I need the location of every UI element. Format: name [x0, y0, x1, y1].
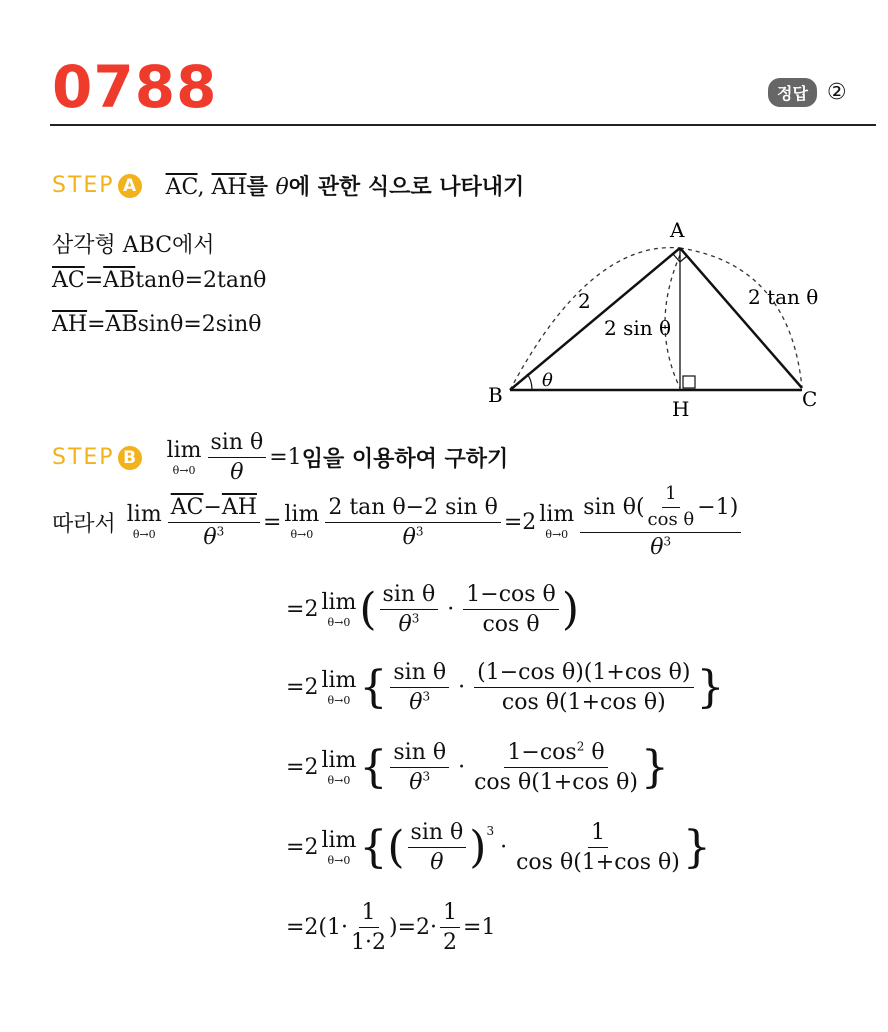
solution-line-6	[286, 900, 495, 956]
eq1-eq: =	[84, 268, 104, 293]
l2-a-num: sin θ	[380, 582, 439, 610]
l1-lim3: lim	[539, 502, 575, 528]
l3-dot: ·	[458, 675, 466, 701]
l1-den1: θ	[203, 524, 217, 550]
solution-line-1	[52, 484, 744, 561]
step-b-badge: B	[118, 446, 142, 470]
l1-lim: lim	[126, 502, 162, 528]
l4-exp: 3	[422, 769, 431, 784]
step-a-eq2	[52, 312, 262, 337]
l2-rparen: )	[561, 583, 579, 635]
l1-f3-den: θ	[650, 535, 664, 561]
l3-b-den: cos θ(1+cos θ)	[501, 690, 666, 716]
step-a-ah: $\overline{AH}$	[211, 175, 247, 200]
answer-value: ②	[826, 80, 847, 105]
l3-b-num: (1−cos θ)(1+cos θ)	[474, 660, 693, 688]
eq2-rest: sinθ=2sinθ	[137, 312, 262, 337]
triangle-figure	[470, 210, 850, 425]
l2-a-den: θ	[398, 612, 412, 638]
eq2-ah: $\overline{AH}$	[52, 312, 88, 337]
l5-lbrace: {	[359, 821, 388, 873]
l5-a-num: sin θ	[408, 820, 467, 848]
l2-eq: =	[286, 597, 305, 623]
l3-rbrace: }	[696, 661, 725, 713]
step-a-intro: 삼각형 ABC에서	[52, 233, 215, 258]
l5-b-num: 1	[588, 820, 608, 848]
l2-lim: lim	[321, 589, 357, 615]
solution-line-3	[286, 660, 725, 716]
l2-b-den: cos θ	[482, 612, 540, 638]
l1-exp1: 3	[216, 524, 225, 539]
label-b: B	[488, 383, 503, 407]
l6-f1-num: 1	[359, 900, 379, 928]
l1-eq1: =	[262, 509, 282, 535]
l1-f2-den: θ	[402, 524, 416, 550]
l4-two: 2	[304, 755, 319, 781]
solution-line-2	[286, 582, 579, 638]
l5-eq: =	[286, 835, 305, 861]
l3-a-den: θ	[409, 690, 423, 716]
l4-b-den: cos θ(1+cos θ)	[474, 770, 638, 796]
label-a: A	[670, 218, 685, 242]
l4-eq: =	[286, 755, 305, 781]
l4-b-exp: 2	[576, 739, 585, 754]
l1-f3-post: −1)	[697, 494, 739, 520]
l4-a-den: θ	[409, 770, 423, 796]
l1-lim3-sub: θ→0	[545, 528, 569, 542]
l2-two: 2	[304, 597, 319, 623]
eq1-ab: $\overline{AB}$	[103, 268, 136, 293]
l3-eq: =	[286, 675, 305, 701]
step-b-rest: 임을 이용하여 구하기	[301, 447, 509, 473]
step-a-word: STEP	[52, 173, 115, 198]
label-ab: 2	[578, 289, 591, 313]
l5-two: 2	[304, 835, 319, 861]
l1-f2-num: 2 tan θ−2 sin θ	[325, 495, 501, 523]
step-b-word: STEP	[52, 445, 115, 471]
eq2-eq: =	[87, 312, 106, 337]
l6-f2-den: 2	[443, 930, 458, 956]
l5-b-den: cos θ(1+cos θ)	[516, 850, 680, 876]
eq1-rest: tanθ=2tanθ	[135, 268, 267, 293]
label-h: H	[672, 397, 690, 421]
l5-rbrace: }	[682, 821, 711, 873]
step-a-rest2: 에 관한 식으로 나타내기	[288, 175, 525, 200]
l1-exp2: 3	[415, 524, 424, 539]
header-divider	[50, 124, 876, 126]
step-b-lim-sub: θ→0	[172, 463, 196, 477]
step-a-heading	[52, 170, 524, 201]
l4-b-num-tail: θ	[584, 740, 605, 765]
step-a-sep: ,	[197, 175, 205, 200]
l5-rparen: )	[469, 821, 487, 873]
l1-f3-in-den: cos θ	[647, 508, 695, 530]
l4-dot: ·	[458, 755, 466, 781]
step-a-theta: θ	[275, 175, 289, 200]
right-angle-h	[683, 376, 695, 388]
l1-ah: $\overline{AH}$	[221, 494, 257, 520]
label-angle: θ	[542, 370, 553, 391]
l6-f1-den: 1·2	[351, 930, 387, 956]
l3-lim: lim	[321, 667, 357, 693]
l6-c: =1	[463, 915, 496, 941]
l2-exp: 3	[411, 611, 420, 626]
l3-lbrace: {	[359, 661, 388, 713]
step-a-badge: A	[118, 174, 142, 198]
solution-line-5	[286, 820, 711, 876]
l4-lim: lim	[321, 747, 357, 773]
label-ac: 2 tan θ	[748, 285, 819, 309]
l5-lparen: (	[387, 821, 405, 873]
l2-b-num: 1−cos θ	[463, 582, 559, 610]
l1-lim-sub: θ→0	[132, 528, 156, 542]
l1-two: 2	[522, 509, 537, 535]
problem-number: 0788	[52, 53, 218, 121]
l2-dot: ·	[447, 597, 455, 623]
label-c: C	[802, 387, 818, 411]
eq2-ab: $\overline{AB}$	[105, 312, 138, 337]
l1-lim2-sub: θ→0	[290, 528, 314, 542]
answer-label: 정답	[768, 78, 817, 107]
l1-minus: −	[203, 494, 222, 520]
l5-lim-sub: θ→0	[327, 853, 351, 867]
l4-lbrace: {	[359, 741, 388, 793]
solution-line-4	[286, 740, 669, 796]
step-b-frac-num: sin θ	[208, 430, 267, 458]
l1-f3-pre: sin θ(	[583, 494, 645, 520]
label-ah: 2 sin θ	[604, 316, 672, 340]
l6-f2-num: 1	[440, 900, 460, 928]
l3-two: 2	[304, 675, 319, 701]
l5-dot: ·	[500, 835, 508, 861]
l6-a: =2(1·	[286, 915, 349, 941]
l6-b: )=2·	[389, 915, 438, 941]
ttarasoe: 따라서	[52, 511, 116, 537]
step-b-heading	[52, 430, 508, 486]
l4-b-num: 1−cos	[507, 740, 577, 765]
l3-a-num: sin θ	[390, 660, 449, 688]
step-b-frac-den: θ	[230, 460, 244, 486]
l1-f3-in-num: 1	[662, 484, 679, 508]
l5-exp: 3	[486, 824, 495, 838]
step-b-lim: lim	[166, 437, 202, 463]
l2-lim-sub: θ→0	[327, 615, 351, 629]
step-a-ac: $\overline{AC}$	[165, 175, 198, 200]
step-a-rest1: 를	[246, 175, 276, 200]
step-b-eq-one: =1	[269, 445, 302, 471]
l5-a-den: θ	[430, 850, 444, 876]
l1-eq2: =	[503, 509, 523, 535]
l1-ac: $\overline{AC}$	[170, 494, 204, 520]
l4-rbrace: }	[640, 741, 669, 793]
l3-lim-sub: θ→0	[327, 693, 351, 707]
l3-exp: 3	[422, 689, 431, 704]
eq1-ac: $\overline{AC}$	[52, 268, 85, 293]
l1-lim2: lim	[284, 502, 320, 528]
l1-exp3: 3	[663, 535, 672, 550]
step-a-eq1	[52, 268, 266, 293]
l2-lparen: (	[359, 583, 377, 635]
l4-lim-sub: θ→0	[327, 773, 351, 787]
answer-box	[768, 78, 847, 107]
l5-lim: lim	[321, 827, 357, 853]
l4-a-num: sin θ	[390, 740, 449, 768]
